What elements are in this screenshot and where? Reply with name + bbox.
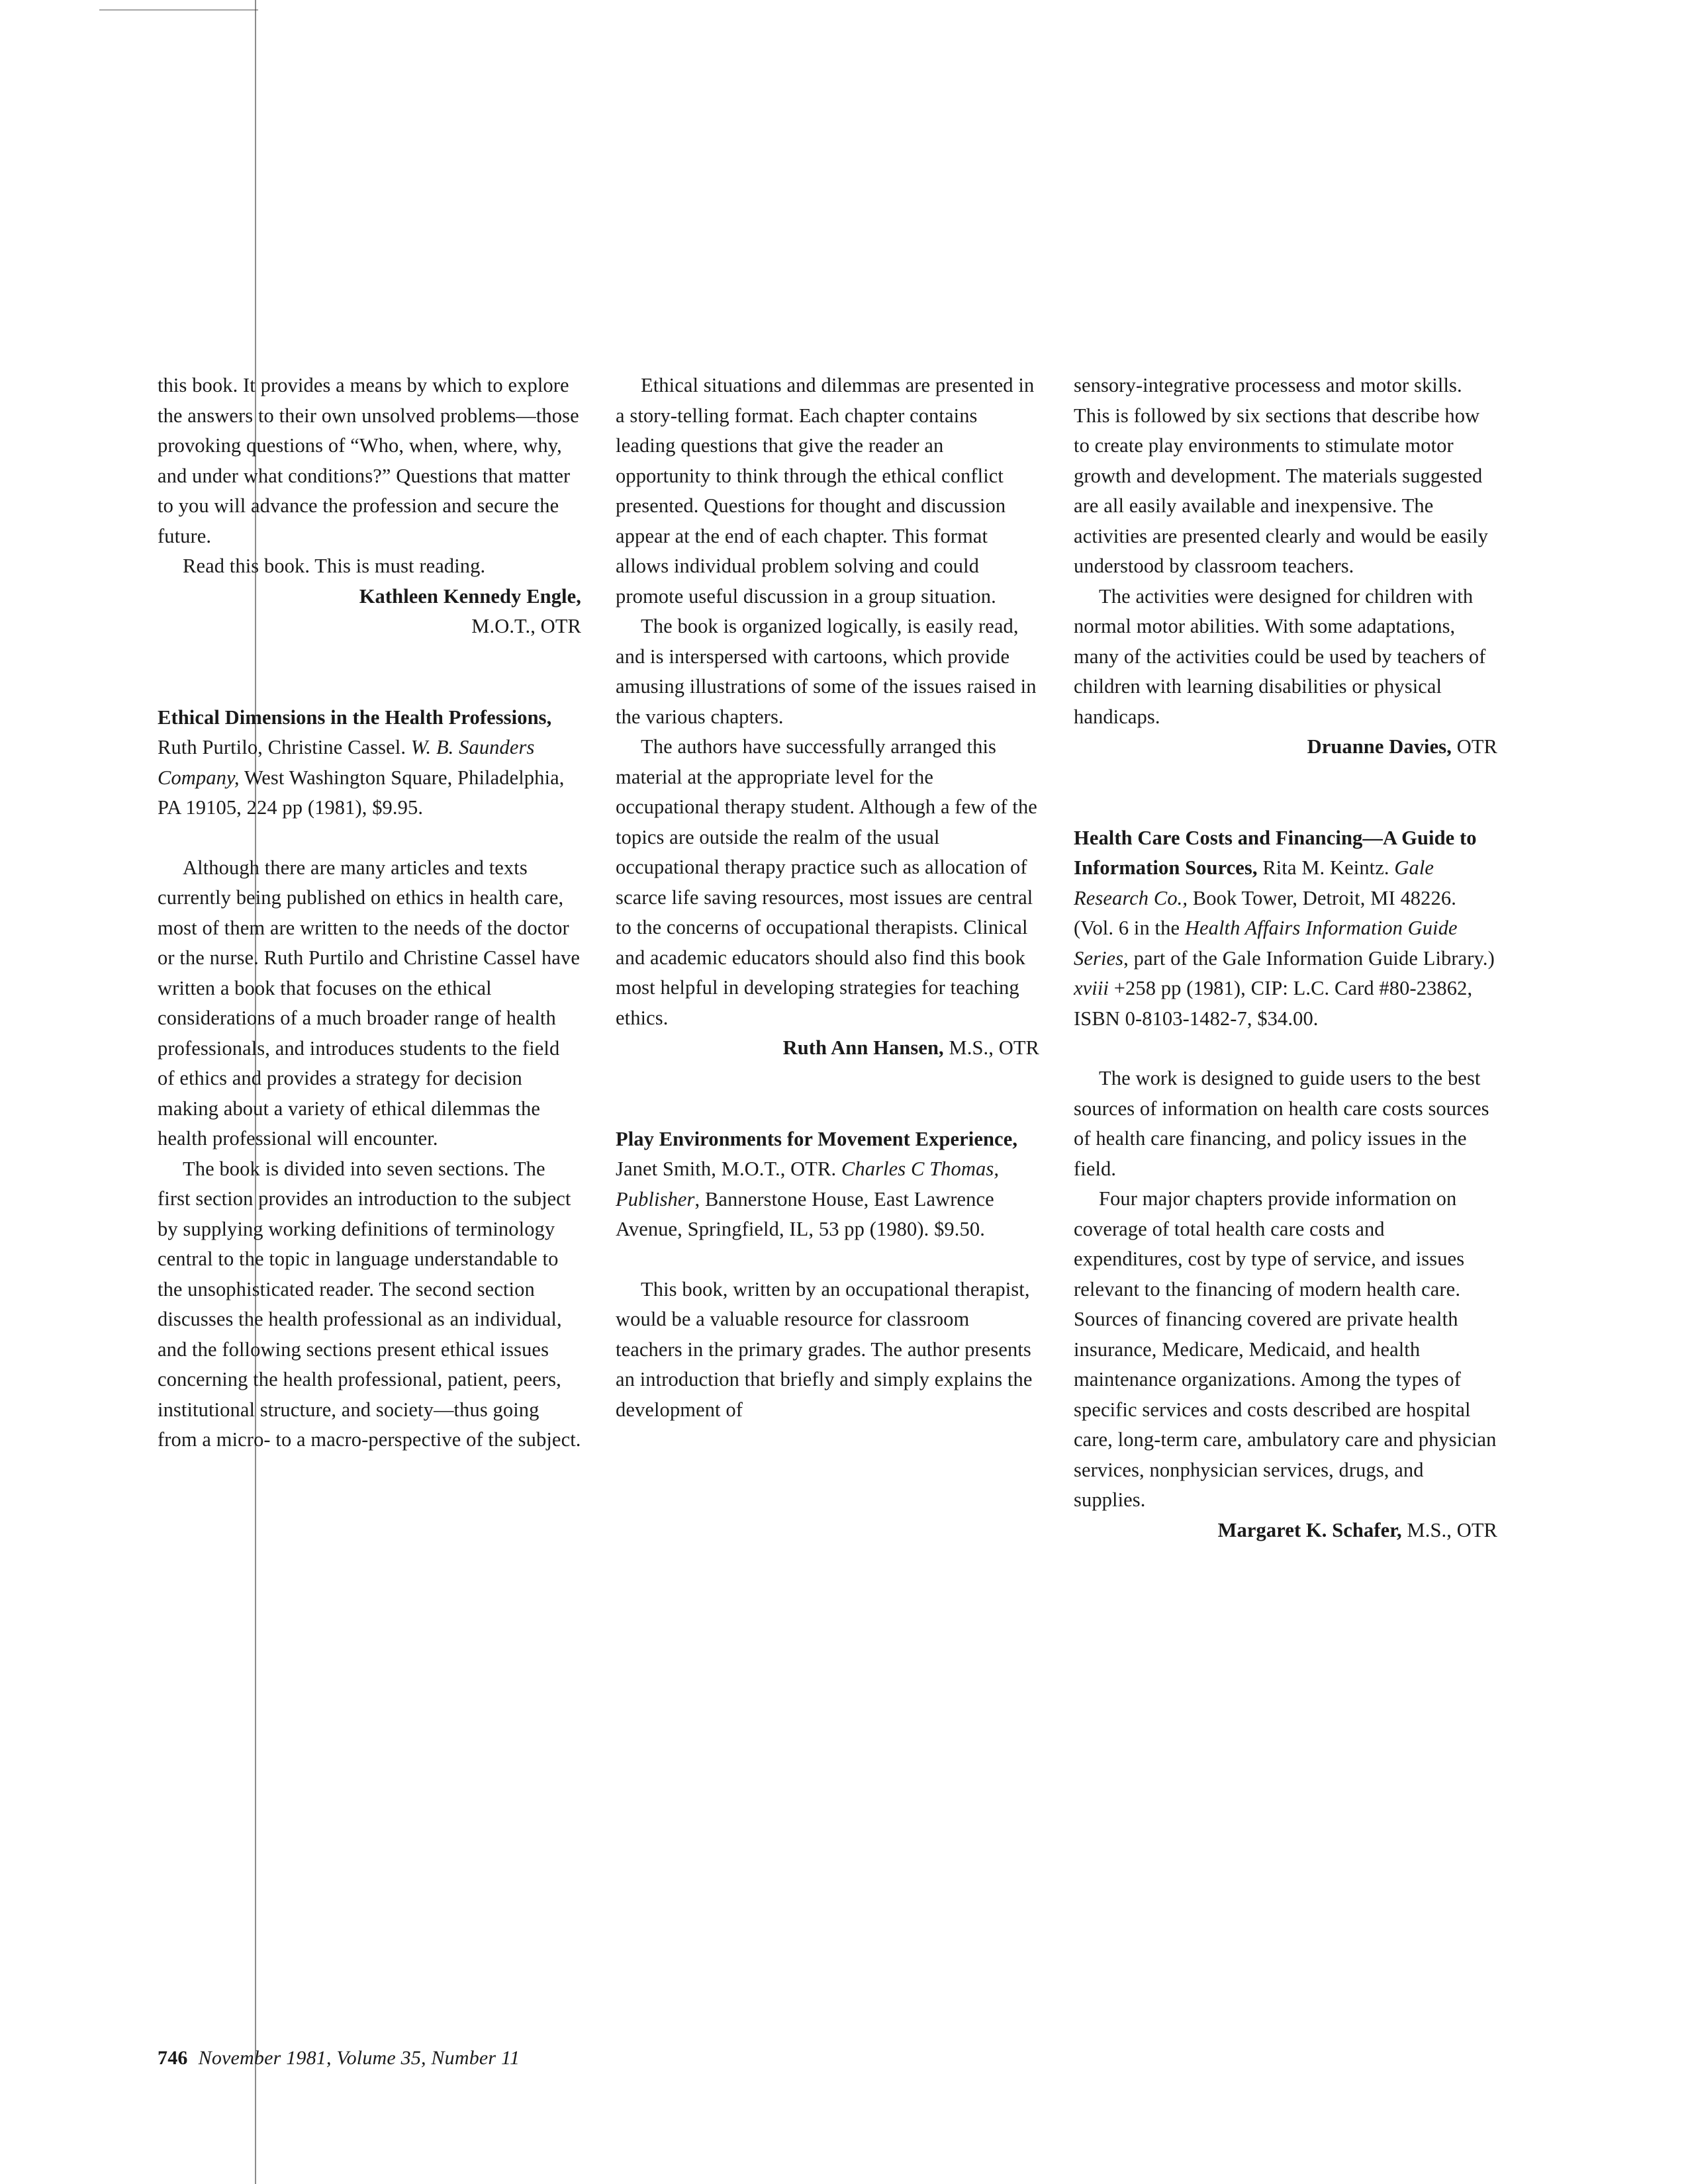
review2-publisher-address: West Washington Square, Philadelphia, PA 19105, 224 pp (1981), $9.95.: [158, 766, 565, 819]
review3-byline: [1074, 732, 1497, 762]
review1-author-name: Kathleen Kennedy Engle,: [359, 584, 581, 608]
review3-heading: [616, 1124, 1039, 1245]
review1-author-credentials: M.O.T., OTR: [471, 615, 581, 637]
column-2: [616, 371, 1039, 1545]
review3-reviewer-name: Druanne Davies,: [1307, 735, 1452, 758]
review4-heading: [1074, 823, 1497, 1034]
review4-pagination-roman: xviii: [1074, 977, 1109, 999]
review4-reviewer-credentials: M.S., OTR: [1401, 1518, 1497, 1541]
review4-body-paragraph-2: Four major chapters provide information on coverage of total health care costs and expenditures, cost by type of service, and issues relevant to the financing of modern health care. Sources of financing covered are private health insurance, Medicare, Medicaid, and health maintenance organizations. Among the types of specific services and costs described are hospital care, long-term care, ambulatory care and physician services, nonphysician services, drugs, and supplies.: [1074, 1187, 1497, 1511]
review1-continuation-paragraph-1: this book. It provides a means by which to explore the answers to their own unsolved problems—those provoking questions of “Who, when, where, why, and under what conditions?” Questions that matter to you will advance the profession and secure the future.: [158, 374, 579, 547]
review3-body-paragraph-3: The activities were designed for children with normal motor abilities. With some adaptations, many of the activities could be used by teachers of children with learning disabilities or physical handicaps.: [1074, 584, 1486, 728]
footer-page-number: 746: [158, 2047, 188, 2069]
review1-continuation-paragraph-2: Read this book. This is must reading.: [183, 555, 486, 577]
review4-authors: Rita M. Keintz.: [1257, 856, 1395, 879]
review2-body-paragraph-4: The book is organized logically, is easily read, and is interspersed with cartoons, which provide amusing illustrations of some of the issues raised in the various chapters.: [616, 615, 1037, 728]
review3-publisher-address: , Bannerstone House, East Lawrence Avenue, Springfield, IL, 53 pp (1980). $9.50.: [616, 1187, 994, 1240]
review2-body-paragraph-3: Ethical situations and dilemmas are presented in a story-telling format. Each chapter contains leading questions that give the reader an opportunity to think through the ethical conflict presented. Questions for thought and discussion appear at the end of each chapter. This format allows individual problem solving and could promote useful discussion in a group situation.: [616, 374, 1035, 608]
review3-authors: Janet Smith, M.O.T., OTR.: [616, 1158, 841, 1180]
review4-reviewer-name: Margaret K. Schafer,: [1217, 1518, 1402, 1541]
review4-series-title: Health Affairs Information Guide Series: [1074, 917, 1458, 970]
column-3: [1074, 371, 1497, 1545]
review4-title: Health Care Costs and Financing—A Guide to Information Sources,: [1074, 826, 1477, 879]
review4-publisher: Gale Research Co.,: [1074, 856, 1434, 909]
review2-heading: [158, 703, 581, 823]
review4-body-paragraph-1: The work is designed to guide users to the best sources of information on health care costs sources of health care financing, and policy issues in the field.: [1074, 1067, 1489, 1180]
review4-pagination-rest: +258 pp (1981), CIP: L.C. Card #80-23862, ISBN 0-8103-1482-7, $34.00.: [1074, 977, 1473, 1030]
scan-artifact-top-line: [99, 9, 258, 11]
footer-issue-info: November 1981, Volume 35, Number 11: [198, 2047, 520, 2069]
review4-series-note: , part of the Gale Information Guide Library.): [1123, 946, 1495, 970]
review2-body-paragraph-2: The book is divided into seven sections. The first section provides an introduction to the subject by supplying working definitions of terminology central to the topic in language understandable to the unsophisticated reader. The second section discusses the health professional as an individual, and the following sections present ethical issues concerning the health professional, patient, peers, institutional structure, and society—thus going from a micro- to a macro-perspective of the subject.: [158, 1157, 581, 1451]
review2-byline: [616, 1033, 1039, 1064]
column-1: [158, 371, 581, 1545]
review4-byline: [1074, 1516, 1497, 1546]
review2-authors: Ruth Purtilo, Christine Cassel.: [158, 736, 411, 758]
review2-body-paragraph-1: Although there are many articles and texts currently being published on ethics in health care, most of them are written to the needs of the doctor or the nurse. Ruth Purtilo and Christine Cassel have written a book that focuses on the ethical considerations of a much broader range of health professionals, and introduces students to the field of ethics and provides a strategy for decision making about a variety of ethical dilemmas the health professional will encounter.: [158, 856, 580, 1150]
review1-byline: [158, 582, 581, 642]
review3-reviewer-credentials: OTR: [1451, 735, 1497, 758]
review2-body-paragraph-5: The authors have successfully arranged this material at the appropriate level for the occupational therapy student. Although a few of the topics are outside the realm of the usual occupational therapy practice such as allocation of scarce life saving resources, most issues are central to the concerns of occupational therapists. Clinical and academic educators should also find this book most helpful in developing strategies for teaching ethics.: [616, 735, 1037, 1029]
review3-title: Play Environments for Movement Experience,: [616, 1127, 1018, 1150]
review3-body-paragraph-1: This book, written by an occupational therapist, would be a valuable resource for classroom teachers in the primary grades. The author presents an introduction that briefly and simply explains the development of: [616, 1277, 1033, 1421]
review3-body-paragraph-2: sensory-integrative processess and motor skills. This is followed by six sections that describe how to create play environments to stimulate motor growth and development. The materials suggested are all easily available and inexpensive. The activities are presented clearly and would be easily understood by classroom teachers.: [1074, 374, 1488, 577]
review3-publisher: Charles C Thomas, Publisher: [616, 1158, 1000, 1210]
page-footer: [158, 2045, 520, 2071]
review2-title: Ethical Dimensions in the Health Professions,: [158, 705, 552, 729]
review2-reviewer-name: Ruth Ann Hansen,: [782, 1036, 944, 1059]
review2-reviewer-credentials: M.S., OTR: [943, 1036, 1039, 1059]
article-columns: [158, 371, 1508, 1545]
review4-publisher-address: Book Tower, Detroit, MI 48226. (Vol. 6 in the: [1074, 886, 1456, 939]
review2-publisher: W. B. Saunders Company,: [158, 736, 535, 789]
